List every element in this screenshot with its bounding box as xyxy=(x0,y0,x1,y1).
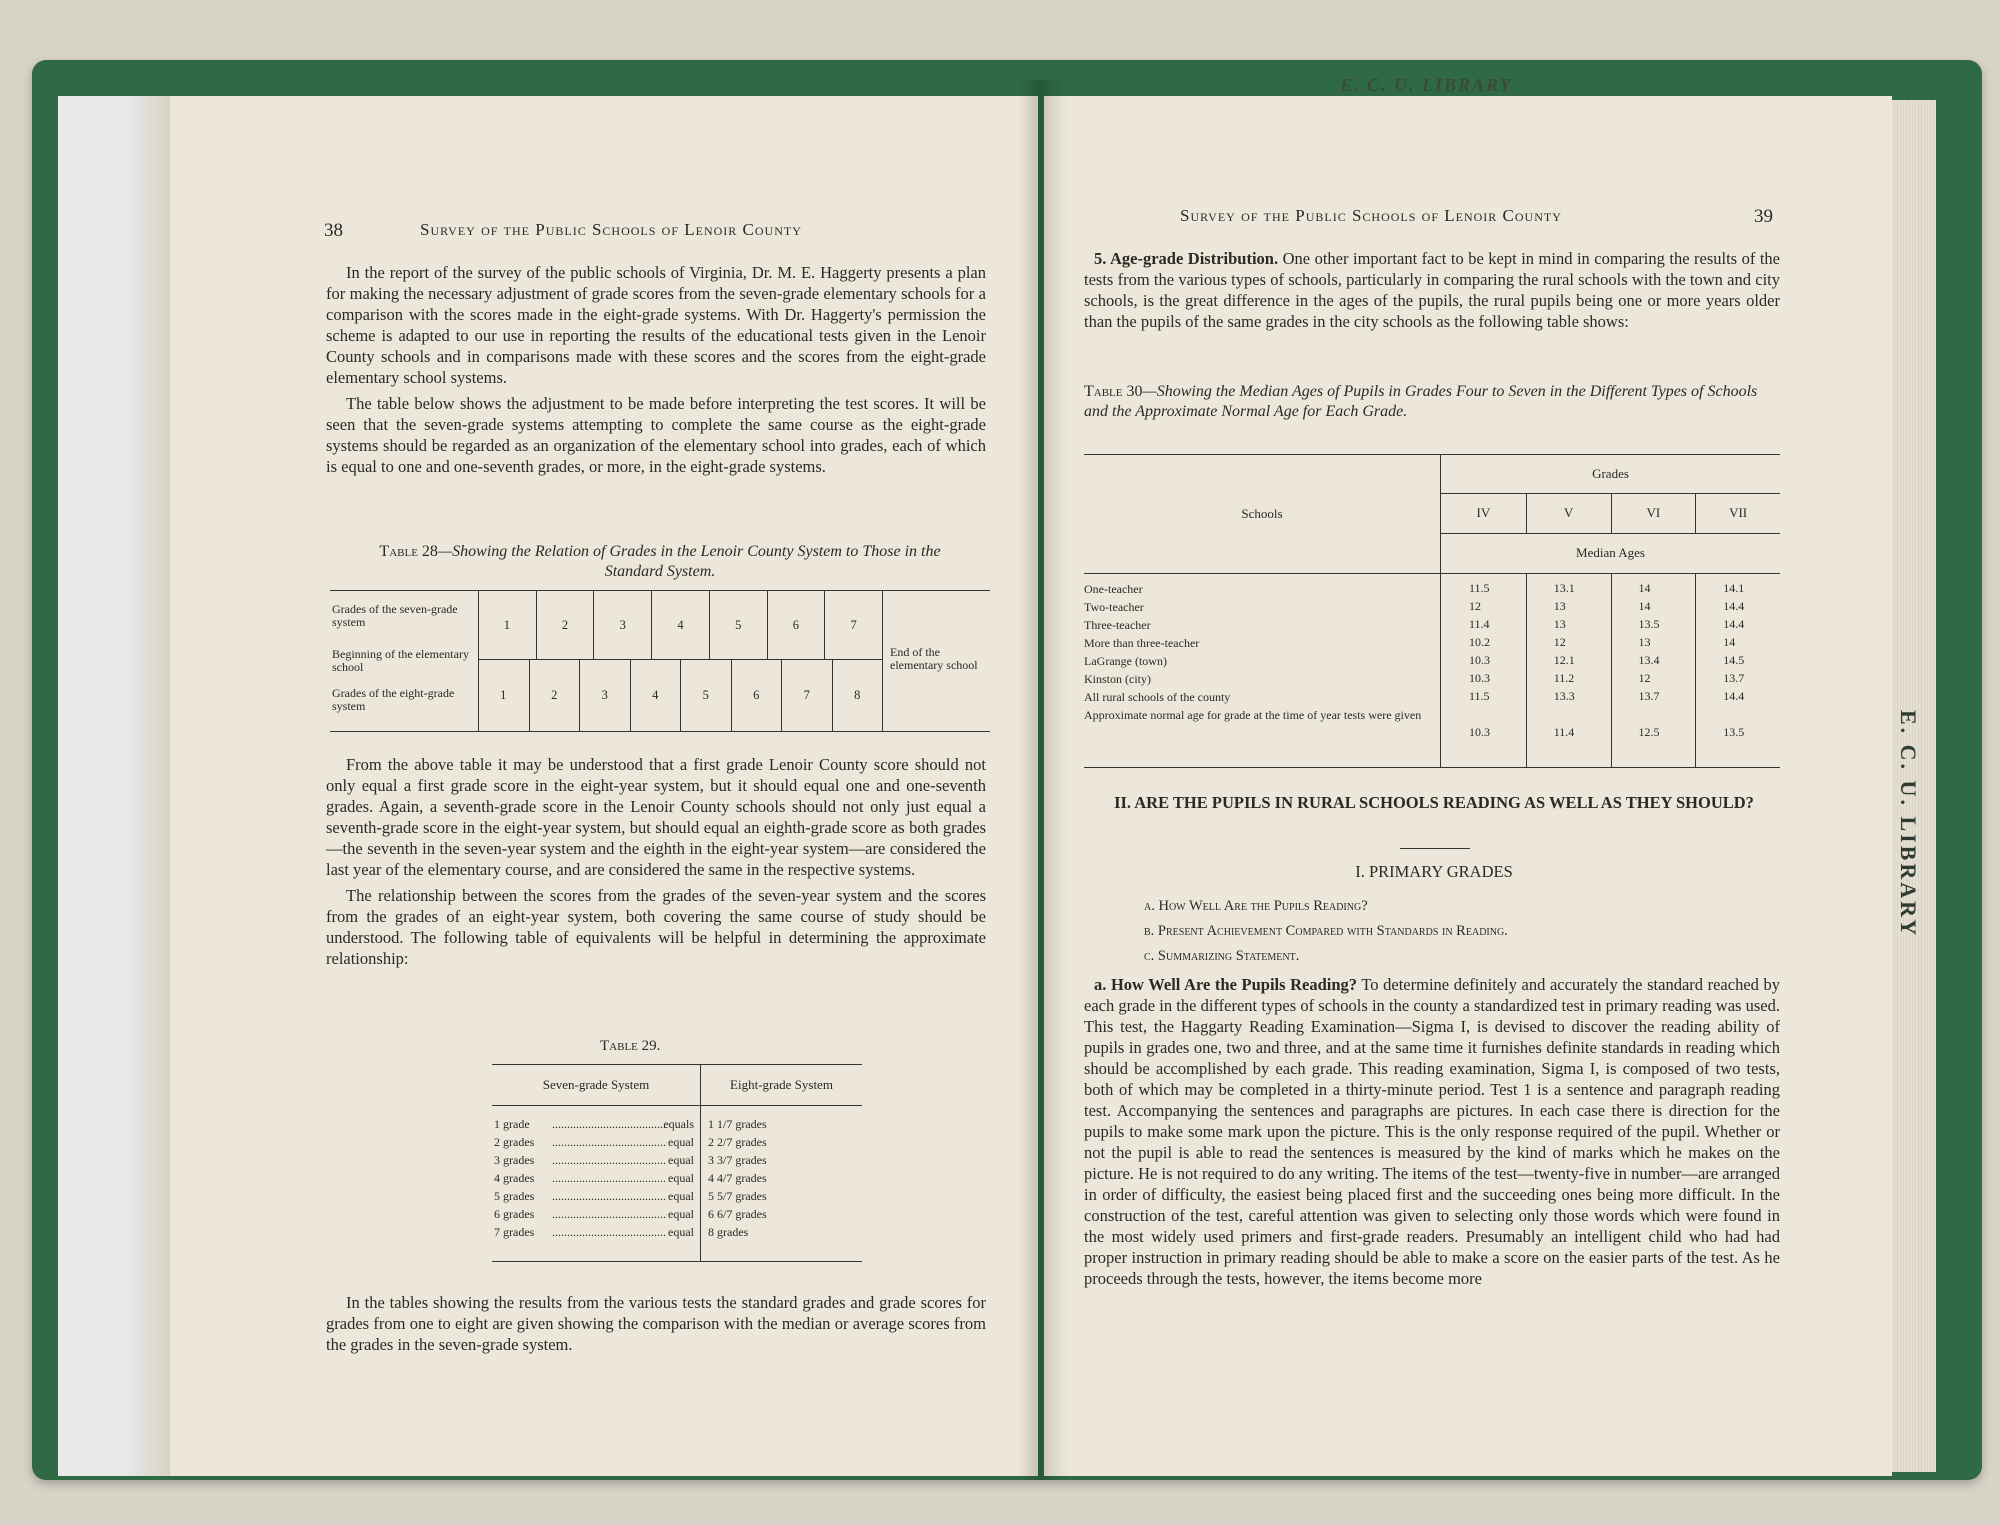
eight-grade-cell: 5 xyxy=(680,659,731,731)
seven-grade-value: 4 grades xyxy=(494,1171,535,1185)
table-row xyxy=(1084,635,1780,653)
paragraph: The table below shows the adjustment to be made before interpreting the test scores. It will be seen that the seven-grade systems attempting to complete the same course as the eight-grade systems should be regarded as an organization of the elementary school into grades, each of which is equal to one and one-seventh grades, or more, in the eight-grade systems. xyxy=(326,394,986,476)
seven-grade-value: 2 grades xyxy=(494,1135,535,1149)
median-age-value: 14 xyxy=(1638,581,1651,595)
median-age-value: 13.5 xyxy=(1723,725,1745,739)
running-head: Survey of the Public Schools of Lenoir County xyxy=(420,220,802,239)
caption-text: —Showing the Median Ages of Pupils in Grades Four to Seven in the Different Types of Schools and the Approximate Normal Age for Each Grade. xyxy=(1084,383,1758,420)
table-row xyxy=(492,1189,862,1207)
table29-title: Table 29. xyxy=(600,1038,661,1054)
school-name: More than three-teacher xyxy=(1084,636,1200,650)
table28-caption xyxy=(350,542,970,582)
column-rule xyxy=(1611,573,1612,767)
school-name: Kinston (city) xyxy=(1084,672,1151,686)
column-rule xyxy=(1695,573,1696,767)
table-row xyxy=(492,1135,862,1153)
table30-caption xyxy=(1084,382,1780,422)
table-row xyxy=(492,1171,862,1189)
school-name: Three-teacher xyxy=(1084,618,1151,632)
book-gutter xyxy=(1018,80,1068,1480)
seven-grade-value: 6 grades xyxy=(494,1207,535,1221)
sec5-text xyxy=(1084,248,1780,337)
eight-grade-cell: 8 xyxy=(832,659,883,731)
grade-column-header: IV xyxy=(1476,505,1491,520)
table30-body xyxy=(1084,581,1780,747)
school-name: LaGrange (town) xyxy=(1084,654,1167,668)
seven-grade-cell: 1 xyxy=(503,617,510,632)
median-age-value: 12.1 xyxy=(1553,653,1575,667)
median-age-value: 13.1 xyxy=(1553,581,1575,595)
median-age-value: 13.7 xyxy=(1723,671,1745,685)
left-closing-text xyxy=(326,1292,986,1360)
outline-item: a. How Well Are the Pupils Reading? xyxy=(1144,898,1368,914)
table-row xyxy=(1084,671,1780,689)
table-row xyxy=(1084,617,1780,635)
median-age-value: 13 xyxy=(1638,635,1651,649)
caption-label: Table 30 xyxy=(1084,383,1143,400)
leader-dots: ...................................... xyxy=(552,1189,666,1203)
median-age-value: 11.4 xyxy=(1469,617,1490,631)
eight-grade-cell: 6 xyxy=(731,659,782,731)
school-name: One-teacher xyxy=(1084,582,1143,596)
table29-body xyxy=(492,1117,862,1243)
eight-grade-value: 2 2/7 grades xyxy=(708,1135,767,1149)
column-rule xyxy=(1526,573,1527,767)
equivalence-verb: equal xyxy=(668,1189,694,1203)
row-label: End of the elementary school xyxy=(890,645,978,672)
section2-title: II. ARE THE PUPILS IN RURAL SCHOOLS READING AS WELL AS THEY SHOULD? xyxy=(1114,793,1754,812)
median-age-value: 10.3 xyxy=(1469,671,1490,685)
median-age-value: 11.2 xyxy=(1553,671,1575,685)
median-age-value: 10.2 xyxy=(1469,635,1490,649)
equivalence-verb: equal xyxy=(668,1225,694,1239)
school-name: Two-teacher xyxy=(1084,600,1144,614)
eight-grade-value: 5 5/7 grades xyxy=(708,1189,767,1203)
leader-dots: ...................................... xyxy=(552,1117,666,1131)
grades-header: Grades xyxy=(1441,455,1780,494)
left-page xyxy=(170,96,1038,1476)
eight-grade-value: 8 grades xyxy=(708,1225,749,1239)
seven-grade-value: 3 grades xyxy=(494,1153,535,1167)
paragraph-text: To determine definitely and accurately the standard reached by each grade in the different types of schools in the county a standardized test in primary reading was used. This test, the Haggarty Reading Examination—Sigma I, is devised to discover the reading ability of pupils in grades one, two and three, and at the same time it furnishes definite standards in reading which should be accomplished by each grade. This reading examination, Sigma I, is composed of two tests, both of which may be completed in a thirty-minute period. Test 1 is a sentence and paragraph reading test. Accompanying the sentences and paragraphs are pictures. In each case there is direction for the pupils to make some mark upon the picture. This is the only response required of the pupil. Whether or not the pupil is able to read the sentences is measured by the kind of marks which he makes on the picture. He is not required to do any writing. The items of the test—twenty-five in number—are arranged in order of difficulty, the easiest being placed first and the succeeding ones being more difficult. In the construction of the test, careful attention was given to selecting only those words which were found in the most widely used primers and first-grade readers. Presumably an intelligent child who had had proper instruction in primary reading should be able to make a score on the easier parts of the test. As he proceeds through the tests, however, the items become more xyxy=(1084,975,1780,1288)
seven-grade-value: 5 grades xyxy=(494,1189,535,1203)
table30 xyxy=(1084,454,1780,768)
table29-col2-header: Eight-grade System xyxy=(701,1065,862,1106)
page-number: 38 xyxy=(324,220,343,241)
table-row xyxy=(492,1153,862,1171)
library-stamp-side: E. C. U. LIBRARY xyxy=(1896,710,1921,939)
median-age-value: 14.4 xyxy=(1723,599,1745,613)
median-age-value: 12 xyxy=(1638,671,1651,685)
median-age-value: 14.1 xyxy=(1723,581,1745,595)
table-row xyxy=(1084,707,1780,747)
table-row xyxy=(1084,599,1780,617)
left-middle-text xyxy=(326,754,986,974)
outline-list xyxy=(1144,894,1784,969)
eight-grade-cell: 3 xyxy=(579,659,630,731)
leader-dots: ...................................... xyxy=(552,1171,666,1185)
caption-label: Table 28 xyxy=(379,543,438,560)
median-age-value: 10.3 xyxy=(1469,725,1490,739)
table28 xyxy=(330,590,990,732)
median-age-value: 10.3 xyxy=(1469,653,1490,667)
median-age-value: 12 xyxy=(1469,599,1481,613)
row-label: Grades of the seven-grade system xyxy=(332,602,458,629)
leader-dots: ...................................... xyxy=(552,1135,666,1149)
eight-grade-value: 1 1/7 grades xyxy=(708,1117,767,1131)
equivalence-verb: equal xyxy=(668,1171,694,1185)
median-age-value: 11.4 xyxy=(1553,725,1575,739)
median-age-value: 14 xyxy=(1723,635,1736,649)
table-row xyxy=(1084,581,1780,599)
left-intro-text xyxy=(326,262,986,482)
seven-grade-cell: 4 xyxy=(651,591,709,659)
median-age-value: 14.5 xyxy=(1723,653,1745,667)
running-head: Survey of the Public Schools of Lenoir County xyxy=(1180,206,1562,225)
median-age-value: 13 xyxy=(1553,617,1566,631)
table-row xyxy=(492,1117,862,1135)
table-row xyxy=(492,1207,862,1225)
equivalence-verb: equal xyxy=(668,1153,694,1167)
page-number: 39 xyxy=(1754,206,1773,227)
median-ages-header: Median Ages xyxy=(1441,533,1780,574)
table-row xyxy=(492,1225,862,1243)
eight-grade-cell: 4 xyxy=(630,659,681,731)
grade-column-header: VI xyxy=(1611,493,1696,533)
eight-grade-row xyxy=(478,659,882,731)
leader-dots: ...................................... xyxy=(552,1153,666,1167)
seven-grade-value: 1 grade xyxy=(494,1117,530,1131)
section-heading: 5. Age-grade Distribution. xyxy=(1094,249,1279,268)
paragraph: In the report of the survey of the public schools of Virginia, Dr. M. E. Haggerty presents a plan for making the necessary adjustment of grade scores from the seven-grade elementary schools for a comparison with the scores made in the eight-grade systems. With Dr. Haggerty's permission the scheme is adapted to our use in reporting the results of the educational tests given in the Lenoir County schools and in comparisons made with these scores and the scores from the eight-grade elementary school systems. xyxy=(326,263,986,387)
seven-grade-cell: 7 xyxy=(824,591,882,659)
seven-grade-value: 7 grades xyxy=(494,1225,535,1239)
reading-paragraph xyxy=(1084,974,1780,1294)
eight-grade-cell: 7 xyxy=(781,659,832,731)
median-age-value: 13.4 xyxy=(1638,653,1660,667)
row-label: Grades of the eight-grade system xyxy=(332,686,455,713)
subsection-title: I. PRIMARY GRADES xyxy=(1355,862,1513,881)
median-age-value: 11.5 xyxy=(1469,581,1490,595)
leader-dots: ...................................... xyxy=(552,1225,666,1239)
paragraph: From the above table it may be understood that a first grade Lenoir County score should not only equal a first grade score in the eight-year system, but it should equal one and one-seventh grades. Again, a seventh-grade score in the Lenoir County schools should not only just equal a seventh-grade score in the eight-year system, but should equal an eighth-grade score as both grades—the seventh in the seven-year system and the eighth in the eight-year system—are considered the last year of the elementary course, and are considered the same in the respective systems. xyxy=(326,755,986,879)
left-page-edges xyxy=(58,96,170,1476)
schools-header: Schools xyxy=(1084,455,1440,574)
median-age-value: 12 xyxy=(1553,635,1566,649)
eight-grade-cell: 2 xyxy=(529,659,580,731)
seven-grade-cell: 2 xyxy=(536,591,594,659)
seven-grade-cell: 6 xyxy=(767,591,825,659)
median-age-value: 12.5 xyxy=(1638,725,1660,739)
seven-grade-row xyxy=(478,591,882,660)
table-row xyxy=(1084,653,1780,671)
grade-column-header: V xyxy=(1526,493,1611,533)
outline-item: b. Present Achievement Compared with Standards in Reading. xyxy=(1144,923,1508,939)
median-age-value: 14.4 xyxy=(1723,617,1745,631)
median-age-value: 11.5 xyxy=(1469,689,1490,703)
median-age-value: 14.4 xyxy=(1723,689,1745,703)
median-age-value: 13.3 xyxy=(1553,689,1575,703)
seven-grade-cell: 3 xyxy=(593,591,651,659)
library-stamp-top: E. C. U. LIBRARY xyxy=(1340,75,1513,95)
eight-grade-value: 3 3/7 grades xyxy=(708,1153,767,1167)
median-age-value: 13.5 xyxy=(1638,617,1660,631)
section-text: One other important fact to be kept in mind in comparing the results of the tests from the various types of schools, particularly in comparing the rural schools with the town and city schools, is the great difference in the ages of the pupils, the rural pupils being one or more years older than the pupils of the same grades in the city schools as the following table shows: xyxy=(1084,249,1781,331)
equivalence-verb: equal xyxy=(668,1135,694,1149)
right-page xyxy=(1044,96,1892,1476)
paragraph-heading: a. How Well Are the Pupils Reading? xyxy=(1094,975,1358,994)
equivalence-verb: equal xyxy=(668,1207,694,1221)
outline-item: c. Summarizing Statement. xyxy=(1144,948,1300,964)
median-age-value: 13.7 xyxy=(1638,689,1660,703)
median-age-value: 14 xyxy=(1638,599,1651,613)
table29-col1-header: Seven-grade System xyxy=(492,1065,701,1106)
caption-text: —Showing the Relation of Grades in the Lenoir County System to Those in the Standard System. xyxy=(437,543,941,580)
grade-column-header: VII xyxy=(1695,493,1780,533)
paragraph: The relationship between the scores from the grades of the seven-year system and the scores from the grades of an eight-year system, both covering the same course of study should be understood. The following table of equivalents will be helpful in determining the approximate relationship: xyxy=(326,886,986,968)
eight-grade-cell: 1 xyxy=(500,687,507,702)
grade-columns xyxy=(1441,493,1780,534)
paragraph: In the tables showing the results from the various tests the standard grades and grade scores for grades from one to eight are given showing the comparison with the median or average scores from the grades in the seven-grade system. xyxy=(326,1293,986,1354)
median-age-value: 13 xyxy=(1553,599,1566,613)
table29 xyxy=(492,1064,862,1262)
row-label: Beginning of the elementary school xyxy=(332,647,469,674)
leader-dots: ...................................... xyxy=(552,1207,666,1221)
seven-grade-cell: 5 xyxy=(709,591,767,659)
eight-grade-value: 4 4/7 grades xyxy=(708,1171,767,1185)
school-name: All rural schools of the county xyxy=(1084,690,1231,704)
table-row xyxy=(1084,689,1780,707)
equivalence-verb: equals xyxy=(663,1117,694,1131)
school-name: Approximate normal age for grade at the time of year tests were given xyxy=(1084,708,1422,722)
eight-grade-value: 6 6/7 grades xyxy=(708,1207,767,1221)
